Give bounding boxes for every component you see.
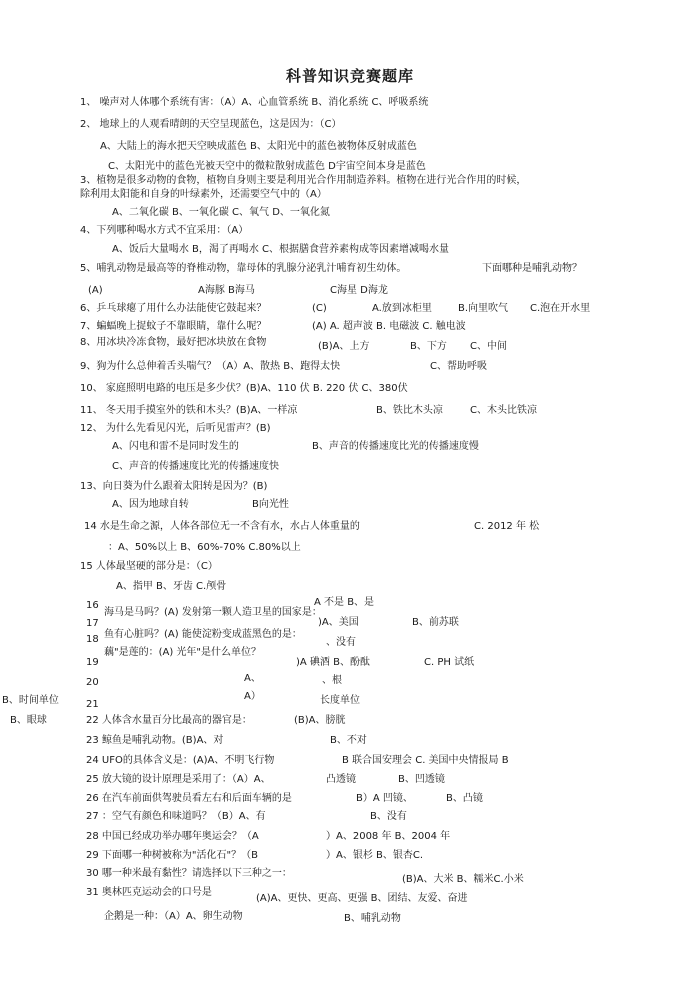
text-line: B、前苏联: [412, 617, 459, 628]
text-line: B 联合国安理会 C. 美国中央情报局 B: [342, 755, 509, 766]
text-line: (A): [88, 285, 103, 296]
text-line: A海豚 B海马: [198, 285, 255, 296]
text-line: 21: [86, 699, 99, 710]
text-line: C. 2012 年 松: [474, 521, 540, 532]
text-line: B、哺乳动物: [344, 913, 401, 924]
text-line: ）A、2008 年 B、2004 年: [326, 831, 451, 842]
text-line: B、不对: [330, 735, 367, 746]
text-line: 企鹅是一种：（A）A、卵生动物: [104, 911, 243, 922]
text-line: B、凸镜: [446, 793, 483, 804]
text-line: 27 ：空气有颜色和味道吗？（B）A、有: [86, 811, 266, 822]
text-line: 11、 冬天用手摸室外的铁和木头？(B)A、一样凉: [80, 405, 298, 416]
text-line: 20: [86, 677, 99, 688]
text-line: )A 碘酒 B、酚酞: [296, 657, 370, 668]
text-line: 海马是马吗？(A) 发射第一颗人造卫星的国家是：: [104, 607, 322, 618]
text-line: B）A 凹镜、: [356, 793, 413, 804]
text-line: A）: [244, 691, 261, 702]
document-title: 科普知识竞赛题库: [285, 67, 414, 85]
text-line: 藕"是莲的：(A) 光年"是什么单位？: [104, 647, 262, 658]
text-line: B向光性: [252, 499, 289, 510]
text-line: 凸透镜: [326, 774, 356, 785]
text-line: B、凹透镜: [398, 774, 445, 785]
text-line: A 不是 B、是: [314, 597, 375, 608]
text-line: A、饭后大量喝水 B，渴了再喝水 C、根据膳食营养素构成等因素增减喝水量: [112, 244, 450, 255]
text-line: A、大陆上的海水把天空映成蓝色 B、太阳光中的蓝色被物体反射成蓝色: [100, 141, 417, 152]
text-line: 1、 噪声对人体哪个系统有害：（A）A、心血管系统 B、消化系统 C、呼吸系统: [80, 97, 429, 108]
text-line: 29 下面哪一种树被称为"活化石"？（B: [86, 850, 258, 861]
text-line: (A) A. 超声波 B. 电磁波 C. 触电波: [312, 321, 466, 332]
text-line: 23 鲸鱼是哺乳动物。(B)A、对: [86, 735, 224, 746]
text-line: 3、植物是很多动物的食物，植物自身则主要是利用光合作用制造养料。植物在进行光合作用的时候，: [80, 175, 527, 186]
text-line: 7、蝙蝠晚上捉蚊子不靠眼睛，靠什么呢？: [80, 321, 267, 332]
text-line: B、铁比木头凉: [376, 405, 443, 416]
text-line: 8、用冰块冷冻食物，最好把冰块放在食物: [80, 337, 267, 348]
text-line: 长度单位: [320, 695, 360, 706]
text-line: A.放到冰柜里: [372, 303, 432, 314]
text-line: A、闪电和雷不是同时发生的: [112, 441, 239, 452]
text-line: A、指甲 B、牙齿 C.颅骨: [116, 581, 227, 592]
text-line: 25 放大镜的设计原理是采用了：（A）A、: [86, 774, 271, 785]
text-line: 12、 为什么先看见闪光，后听见雷声？(B): [80, 423, 271, 434]
text-line: B、声音的传播速度比光的传播速度慢: [312, 441, 479, 452]
text-line: (B)A、上方: [318, 341, 370, 352]
text-line: C、声音的传播速度比光的传播速度快: [112, 461, 279, 472]
text-line: B、眼球: [10, 715, 47, 726]
text-line: 19: [86, 657, 99, 668]
text-line: ）A、银杉 B、银杏C.: [326, 850, 424, 861]
text-line: 10、 家庭照明电路的电压是多少伏？(B)A、110 伏 B. 220 伏 C、380伏: [80, 383, 408, 394]
text-line: A、二氧化碳 B、一氧化碳 C、氧气 D、一氧化氮: [112, 207, 330, 218]
text-line: 14 水是生命之源，人体各部位无一不含有水，水占人体重量的: [84, 521, 360, 532]
text-line: 17: [86, 618, 99, 629]
text-line: (B)A、大米 B、糯米C.小米: [402, 874, 524, 885]
text-line: C海星 D海龙: [330, 285, 388, 296]
text-line: 下面哪种是哺乳动物？: [482, 263, 582, 274]
text-line: 13、向日葵为什么跟着太阳转是因为？(B): [80, 481, 268, 492]
text-line: (A)A、更快、更高、更强 B、团结、友爱、奋进: [256, 893, 468, 904]
text-line: 鱼有心脏吗？(A) 能使淀粉变成蓝黑色的是：: [104, 629, 302, 640]
text-line: 5、哺乳动物是最高等的脊椎动物，靠母体的乳腺分泌乳汁哺育初生幼体。: [80, 263, 407, 274]
text-line: 9、狗为什么总伸着舌头喘气？（A）A、散热 B、跑得太快: [80, 361, 341, 372]
text-line: 16: [86, 600, 99, 611]
text-line: C、木头比铁凉: [470, 405, 537, 416]
text-line: B、下方: [410, 341, 447, 352]
text-line: ：A、50%以上 B、60%-70% C.80%以上: [108, 542, 301, 553]
text-line: A、: [244, 673, 261, 684]
text-line: 4、下列哪种喝水方式不宜采用：（A）: [80, 225, 249, 236]
text-line: C. PH 试纸: [424, 657, 475, 668]
text-line: 除利用太阳能和自身的叶绿素外，还需要空气中的（A）: [80, 189, 327, 200]
text-line: (C): [312, 303, 327, 314]
text-line: 22 人体含水量百分比最高的器官是：: [86, 715, 252, 726]
text-line: 31 奥林匹克运动会的口号是: [86, 887, 212, 898]
text-line: (B)A、膀胱: [294, 715, 346, 726]
text-line: 26 在汽车前面供驾驶员看左右和后面车辆的是: [86, 793, 292, 804]
text-line: 28 中国已经成功举办哪年奥运会？（A: [86, 831, 259, 842]
text-line: 2、 地球上的人观看晴朗的天空呈现蓝色，这是因为：（C）: [80, 119, 342, 130]
text-line: 15 人体最坚硬的部分是：（C）: [80, 561, 218, 572]
text-line: 24 UFO的具体含义是：(A)A、不明飞行物: [86, 755, 275, 766]
text-line: 6、乒乓球瘪了用什么办法能使它鼓起来？: [80, 303, 267, 314]
text-line: C、太阳光中的蓝色光被天空中的微粒散射成蓝色 D宇宙空间本身是蓝色: [108, 161, 426, 172]
text-line: C、中间: [470, 341, 507, 352]
text-line: B、没有: [370, 811, 407, 822]
text-line: C.泡在开水里: [530, 303, 591, 314]
text-line: 18: [86, 634, 99, 645]
text-line: B、时间单位: [2, 695, 59, 706]
text-line: 、根: [322, 675, 342, 686]
text-line: )A、美国: [318, 617, 359, 628]
text-line: C、帮助呼吸: [430, 361, 487, 372]
text-line: A、因为地球自转: [112, 499, 189, 510]
text-line: B.向里吹气: [458, 303, 509, 314]
text-line: 、没有: [326, 637, 356, 648]
text-line: 30 哪一种米最有黏性？请选择以下三种之一：: [86, 868, 292, 879]
